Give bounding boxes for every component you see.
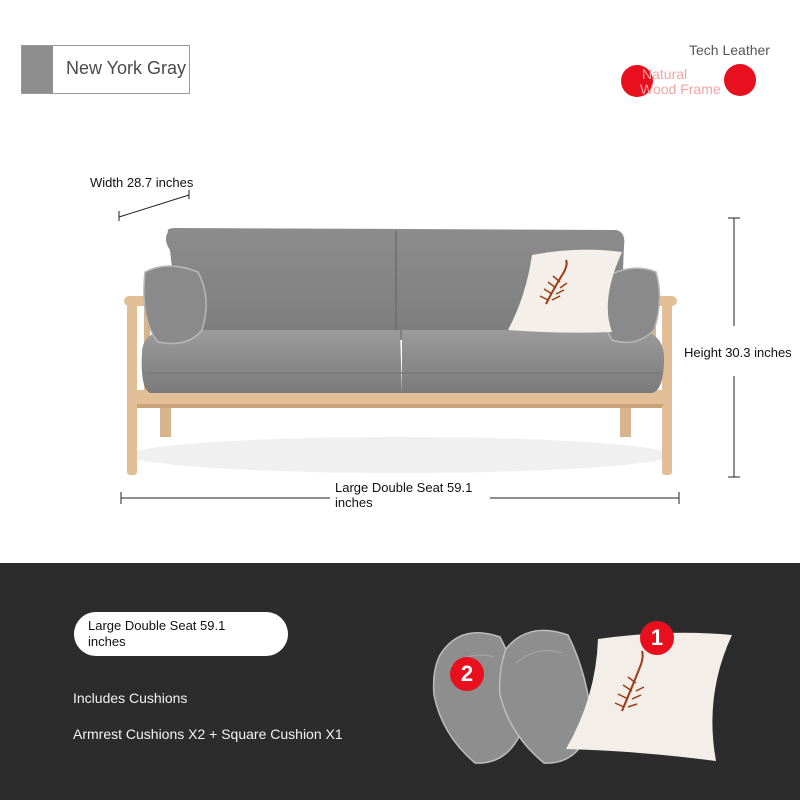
width-dimension-label: Width 28.7 inches	[90, 175, 194, 190]
color-option-label: New York Gray	[66, 58, 187, 78]
frame-label-line1: Natural	[642, 66, 688, 82]
frame-label-line2: Wood Frame	[640, 81, 721, 97]
includes-cushions-label: Includes Cushions	[73, 690, 188, 706]
seat-dimension-label-line2: inches	[335, 495, 373, 510]
seat-size-pill-label	[88, 618, 258, 650]
cushions-detail-label: Armrest Cushions X2 + Square Cushion X1	[73, 726, 343, 742]
seat-dimension-label-line1: Large Double Seat 59.1	[335, 480, 473, 495]
armrest-cushion-badge: 2	[450, 657, 484, 691]
material-label: Tech Leather	[689, 42, 770, 58]
seat-size-pill-line1: Large Double Seat 59.1	[88, 618, 226, 633]
seat-size-pill-line2: inches	[88, 634, 126, 649]
height-dimension-label: Height 30.3 inches	[684, 345, 792, 360]
cushions-illustration	[420, 615, 760, 785]
square-cushion-badge: 1	[640, 621, 674, 655]
